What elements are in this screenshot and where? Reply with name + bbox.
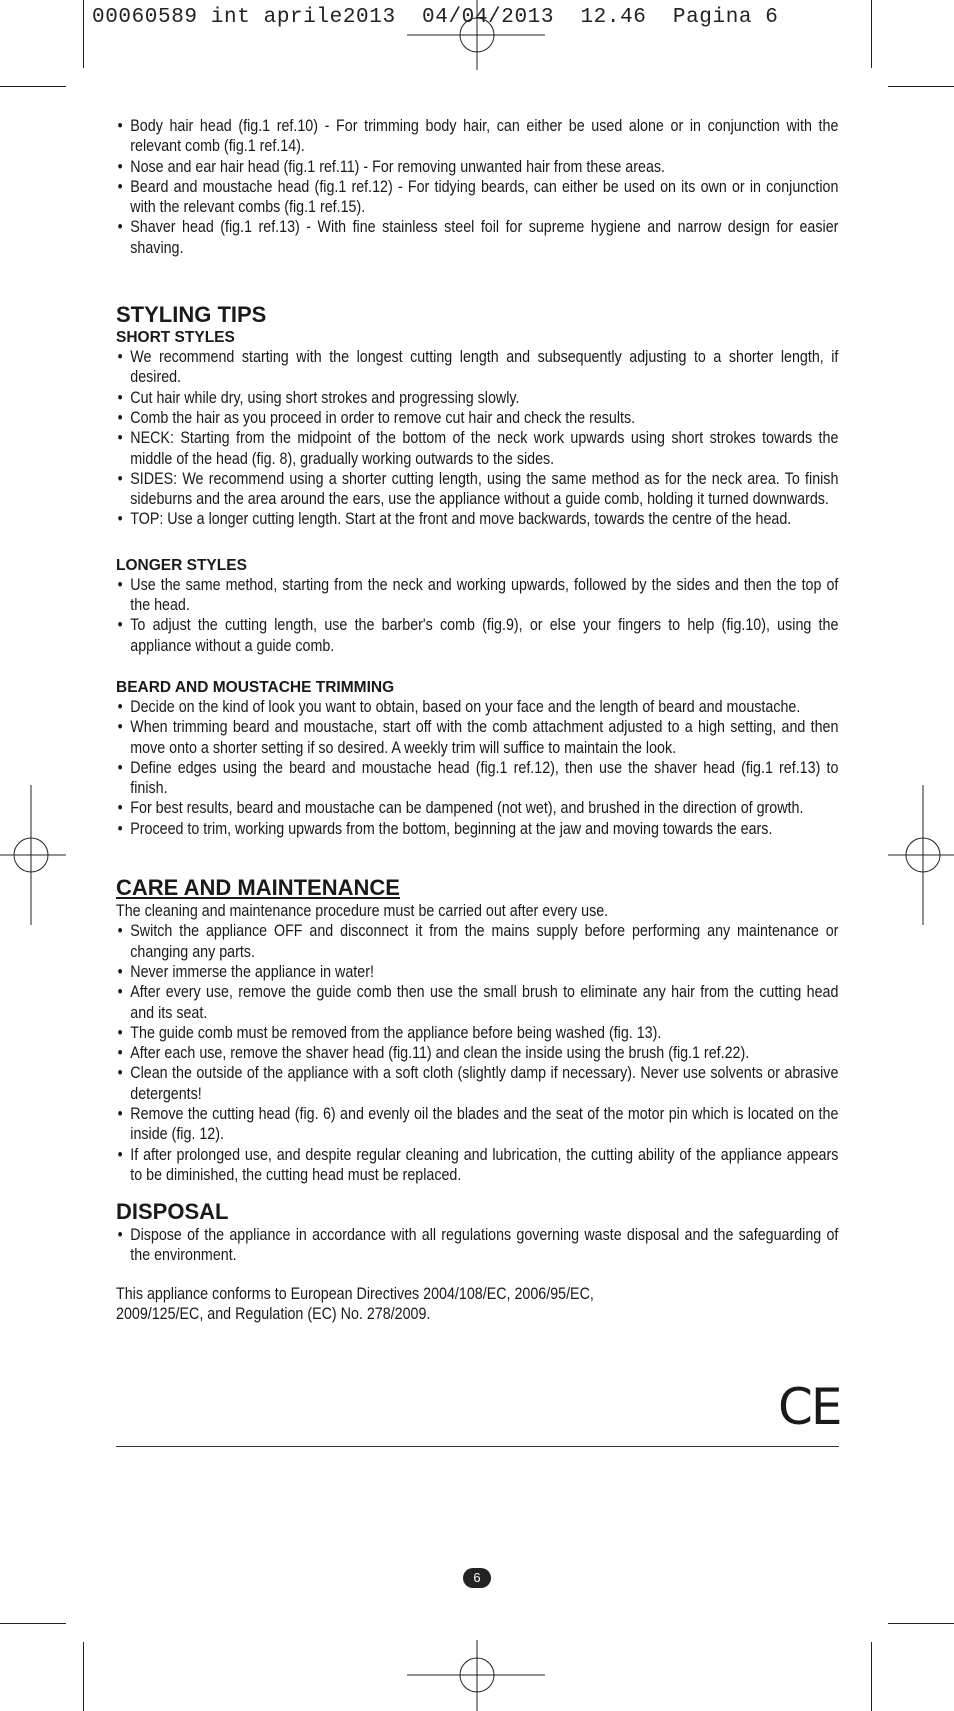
print-slug-line: 00060589 int aprile2013 04/04/2013 12.46 Pagina 6 xyxy=(92,6,779,29)
list-item: • We recommend starting with the longest cutting length and subsequently adjusting to a shorter length, if desired. xyxy=(116,347,838,388)
disposal-section xyxy=(116,1225,838,1266)
list-item: • Clean the outside of the appliance with a soft cloth (slightly damp if necessary). Never use solvents or abrasive detergents! xyxy=(116,1063,838,1104)
list-item: • Nose and ear hair head (fig.1 ref.11) - For removing unwanted hair from these areas. xyxy=(116,157,838,177)
list-item: • Dispose of the appliance in accordance with all regulations governing waste disposal and the safeguarding of the environment. xyxy=(116,1225,838,1266)
longer-styles-heading: LONGER STYLES xyxy=(116,556,247,574)
list-item: • After each use, remove the shaver head (fig.11) and clean the inside using the brush (fig.1 ref.22). xyxy=(116,1043,838,1063)
care-maintenance-section xyxy=(116,901,838,1185)
care-maintenance-list xyxy=(116,921,838,1185)
beard-trimming-heading: BEARD AND MOUSTACHE TRIMMING xyxy=(116,678,395,696)
page-content xyxy=(116,116,838,1324)
short-styles-heading: SHORT STYLES xyxy=(116,329,235,347)
footer-divider xyxy=(116,1446,839,1447)
conformity-line-1: This appliance conforms to European Directives 2004/108/EC, 2006/95/EC, xyxy=(116,1283,594,1303)
conformity-statement xyxy=(116,1284,838,1325)
list-item: • Comb the hair as you proceed in order to remove cut hair and check the results. xyxy=(116,408,838,428)
page-number-badge: 6 xyxy=(463,1568,491,1588)
ce-mark-icon: CE xyxy=(778,1378,841,1436)
list-item: • Decide on the kind of look you want to obtain, based on your face and the length of beard and moustache. xyxy=(116,697,838,717)
crop-mark-bottom-right-vertical xyxy=(871,1642,872,1711)
list-item: • Never immerse the appliance in water! xyxy=(116,962,838,982)
list-item: • TOP: Use a longer cutting length. Start at the front and move backwards, towards the centre of the head. xyxy=(116,509,838,529)
crop-mark-bottom-right-horizontal xyxy=(888,1623,954,1624)
list-item: • After every use, remove the guide comb then use the small brush to eliminate any hair from the cutting head and its seat. xyxy=(116,982,838,1023)
list-item: • Proceed to trim, working upwards from the bottom, beginning at the jaw and moving towards the ears. xyxy=(116,819,838,839)
crop-mark-top-right-horizontal xyxy=(888,86,954,87)
list-item: • For best results, beard and moustache can be dampened (not wet), and brushed in the direction of growth. xyxy=(116,798,838,818)
list-item: • When trimming beard and moustache, start off with the comb attachment adjusted to a high setting, and then move onto a shorter setting if so desired. A weekly trim will suffice to maintain the look. xyxy=(116,717,838,758)
registration-mark-bottom xyxy=(405,1640,545,1711)
list-item: • To adjust the cutting length, use the barber's comb (fig.9), or else your fingers to help (fig.10), using the appliance without a guide comb. xyxy=(116,615,838,656)
intro-list xyxy=(116,116,838,258)
disposal-list xyxy=(116,1225,838,1266)
styling-tips-heading: STYLING TIPS xyxy=(116,302,267,328)
list-item: • Define edges using the beard and moustache head (fig.1 ref.12), then use the shaver head (fig.1 ref.13) to finish. xyxy=(116,758,838,799)
beard-trimming-section xyxy=(116,697,838,839)
longer-styles-list xyxy=(116,575,838,656)
short-styles-list xyxy=(116,347,838,530)
list-item: • NECK: Starting from the midpoint of the bottom of the neck work upwards using short strokes towards the middle of the head (fig. 8), gradually working outwards to the sides. xyxy=(116,428,838,469)
list-item: • Use the same method, starting from the neck and working upwards, followed by the sides and then the top of the head. xyxy=(116,575,838,616)
beard-trimming-list xyxy=(116,697,838,839)
registration-mark-left xyxy=(0,785,66,925)
list-item: • Remove the cutting head (fig. 6) and evenly oil the blades and the seat of the motor pin which is located on the inside (fig. 12). xyxy=(116,1104,838,1145)
crop-mark-bottom-left-horizontal xyxy=(0,1623,66,1624)
conformity-line-2: 2009/125/EC, and Regulation (EC) No. 278/2009. xyxy=(116,1304,431,1324)
longer-styles-section xyxy=(116,575,838,656)
crop-mark-top-left-horizontal xyxy=(0,86,66,87)
disposal-heading: DISPOSAL xyxy=(116,1199,229,1225)
crop-mark-top-right-vertical xyxy=(871,0,872,68)
intro-section xyxy=(116,116,838,258)
list-item: • Beard and moustache head (fig.1 ref.12) - For tidying beards, can either be used on its own or in conjunction with the relevant combs (fig.1 ref.15). xyxy=(116,177,838,218)
care-intro-text: The cleaning and maintenance procedure must be carried out after every use. xyxy=(116,901,609,921)
list-item: • The guide comb must be removed from the appliance before being washed (fig. 13). xyxy=(116,1023,838,1043)
list-item: • If after prolonged use, and despite regular cleaning and lubrication, the cutting ability of the appliance appears to be diminished, the cutting head must be replaced. xyxy=(116,1145,838,1186)
crop-mark-top-left-vertical xyxy=(83,0,84,68)
list-item: • Switch the appliance OFF and disconnect it from the mains supply before performing any maintenance or changing any parts. xyxy=(116,921,838,962)
list-item: • Cut hair while dry, using short strokes and progressing slowly. xyxy=(116,388,838,408)
list-item: • Body hair head (fig.1 ref.10) - For trimming body hair, can either be used alone or in conjunction with the relevant comb (fig.1 ref.14). xyxy=(116,116,838,157)
short-styles-section xyxy=(116,347,838,530)
care-maintenance-heading: CARE AND MAINTENANCE xyxy=(116,875,400,901)
crop-mark-bottom-left-vertical xyxy=(83,1642,84,1711)
list-item: • Shaver head (fig.1 ref.13) - With fine stainless steel foil for supreme hygiene and narrow design for easier shaving. xyxy=(116,217,838,258)
registration-mark-right xyxy=(888,785,954,925)
list-item: • SIDES: We recommend using a shorter cutting length, using the same method as for the neck area. To finish sideburns and the area around the ears, use the appliance without a guide comb, holding it turned downwards. xyxy=(116,469,838,510)
